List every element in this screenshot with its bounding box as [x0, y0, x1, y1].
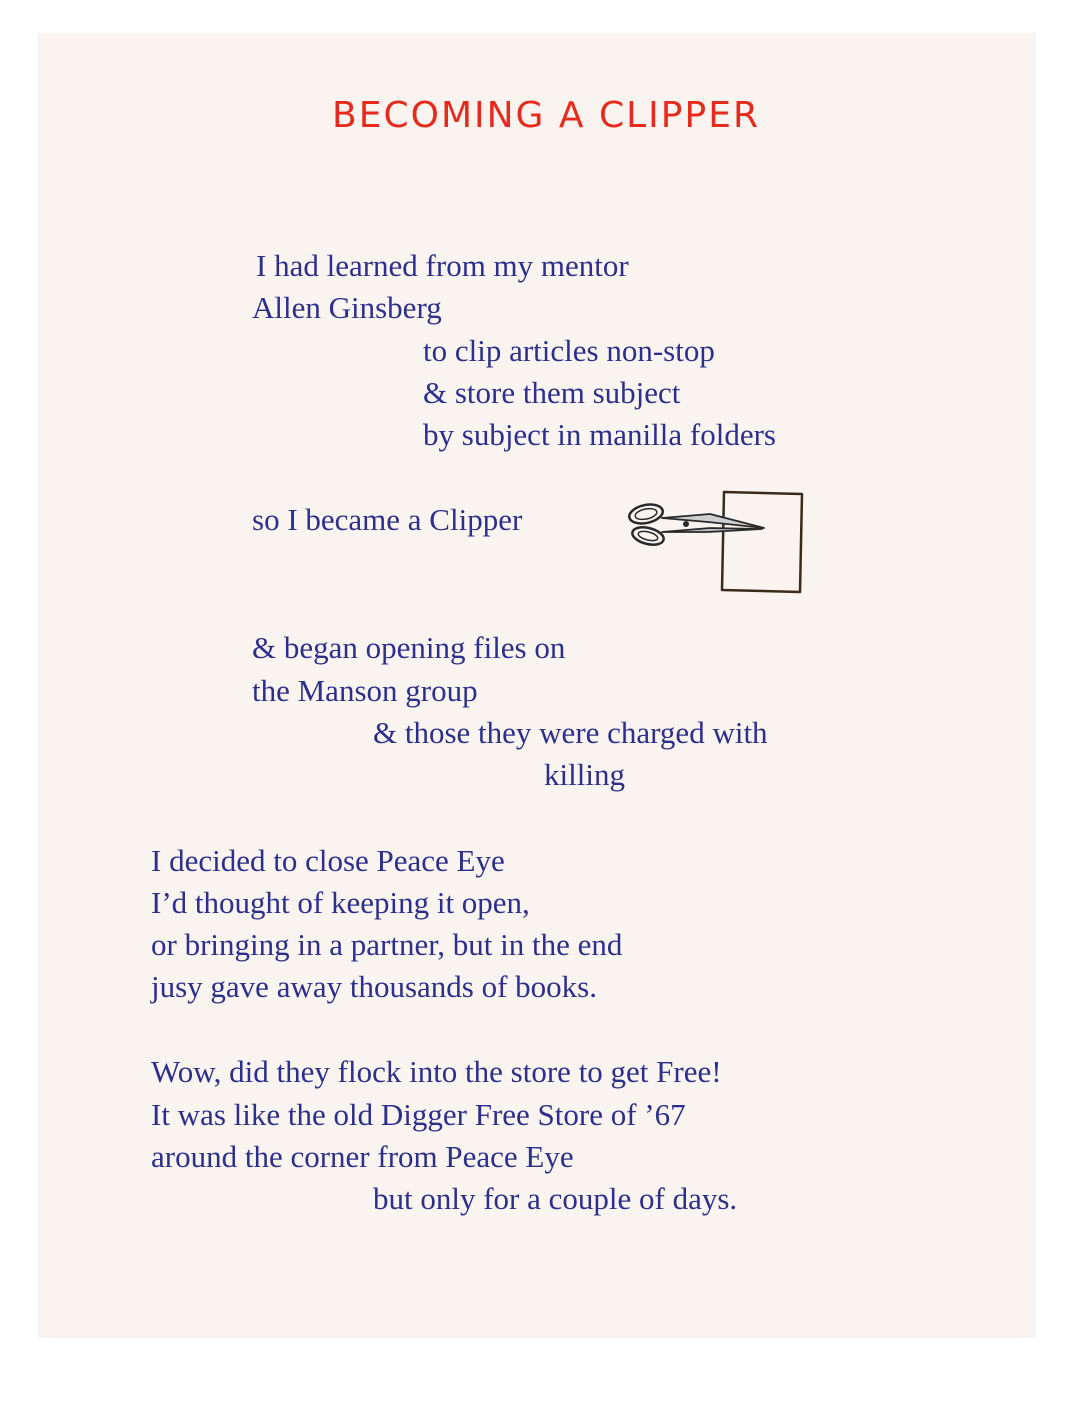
- poem-line: so I became a Clipper: [252, 502, 523, 537]
- poem-line: killing: [544, 757, 625, 792]
- poem-line: but only for a couple of days.: [373, 1181, 738, 1216]
- poem-line: I decided to close Peace Eye: [151, 843, 505, 878]
- poem-line: Wow, did they flock into the store to get Free!: [151, 1054, 722, 1089]
- poem-line: to clip articles non-stop: [423, 333, 715, 368]
- poem-line: & began opening files on: [252, 630, 566, 665]
- poem-line: jusy gave away thousands of books.: [151, 969, 597, 1004]
- poem-line: by subject in manilla folders: [423, 417, 776, 452]
- poem-line: the Manson group: [252, 673, 478, 708]
- scissors-cutting-paper-icon: [624, 488, 806, 598]
- poem-line: & store them subject: [423, 375, 681, 410]
- page-title: BECOMING A CLIPPER: [332, 95, 760, 136]
- poem-line: or bringing in a partner, but in the end: [151, 927, 623, 962]
- poem-line: & those they were charged with: [373, 715, 768, 750]
- poem-line: I’d thought of keeping it open,: [151, 885, 530, 920]
- poem-line: It was like the old Digger Free Store of ’67: [151, 1097, 686, 1132]
- poem-line: I had learned from my mentor: [256, 248, 629, 283]
- poem-line: around the corner from Peace Eye: [151, 1139, 574, 1174]
- poem-line: Allen Ginsberg: [252, 290, 442, 325]
